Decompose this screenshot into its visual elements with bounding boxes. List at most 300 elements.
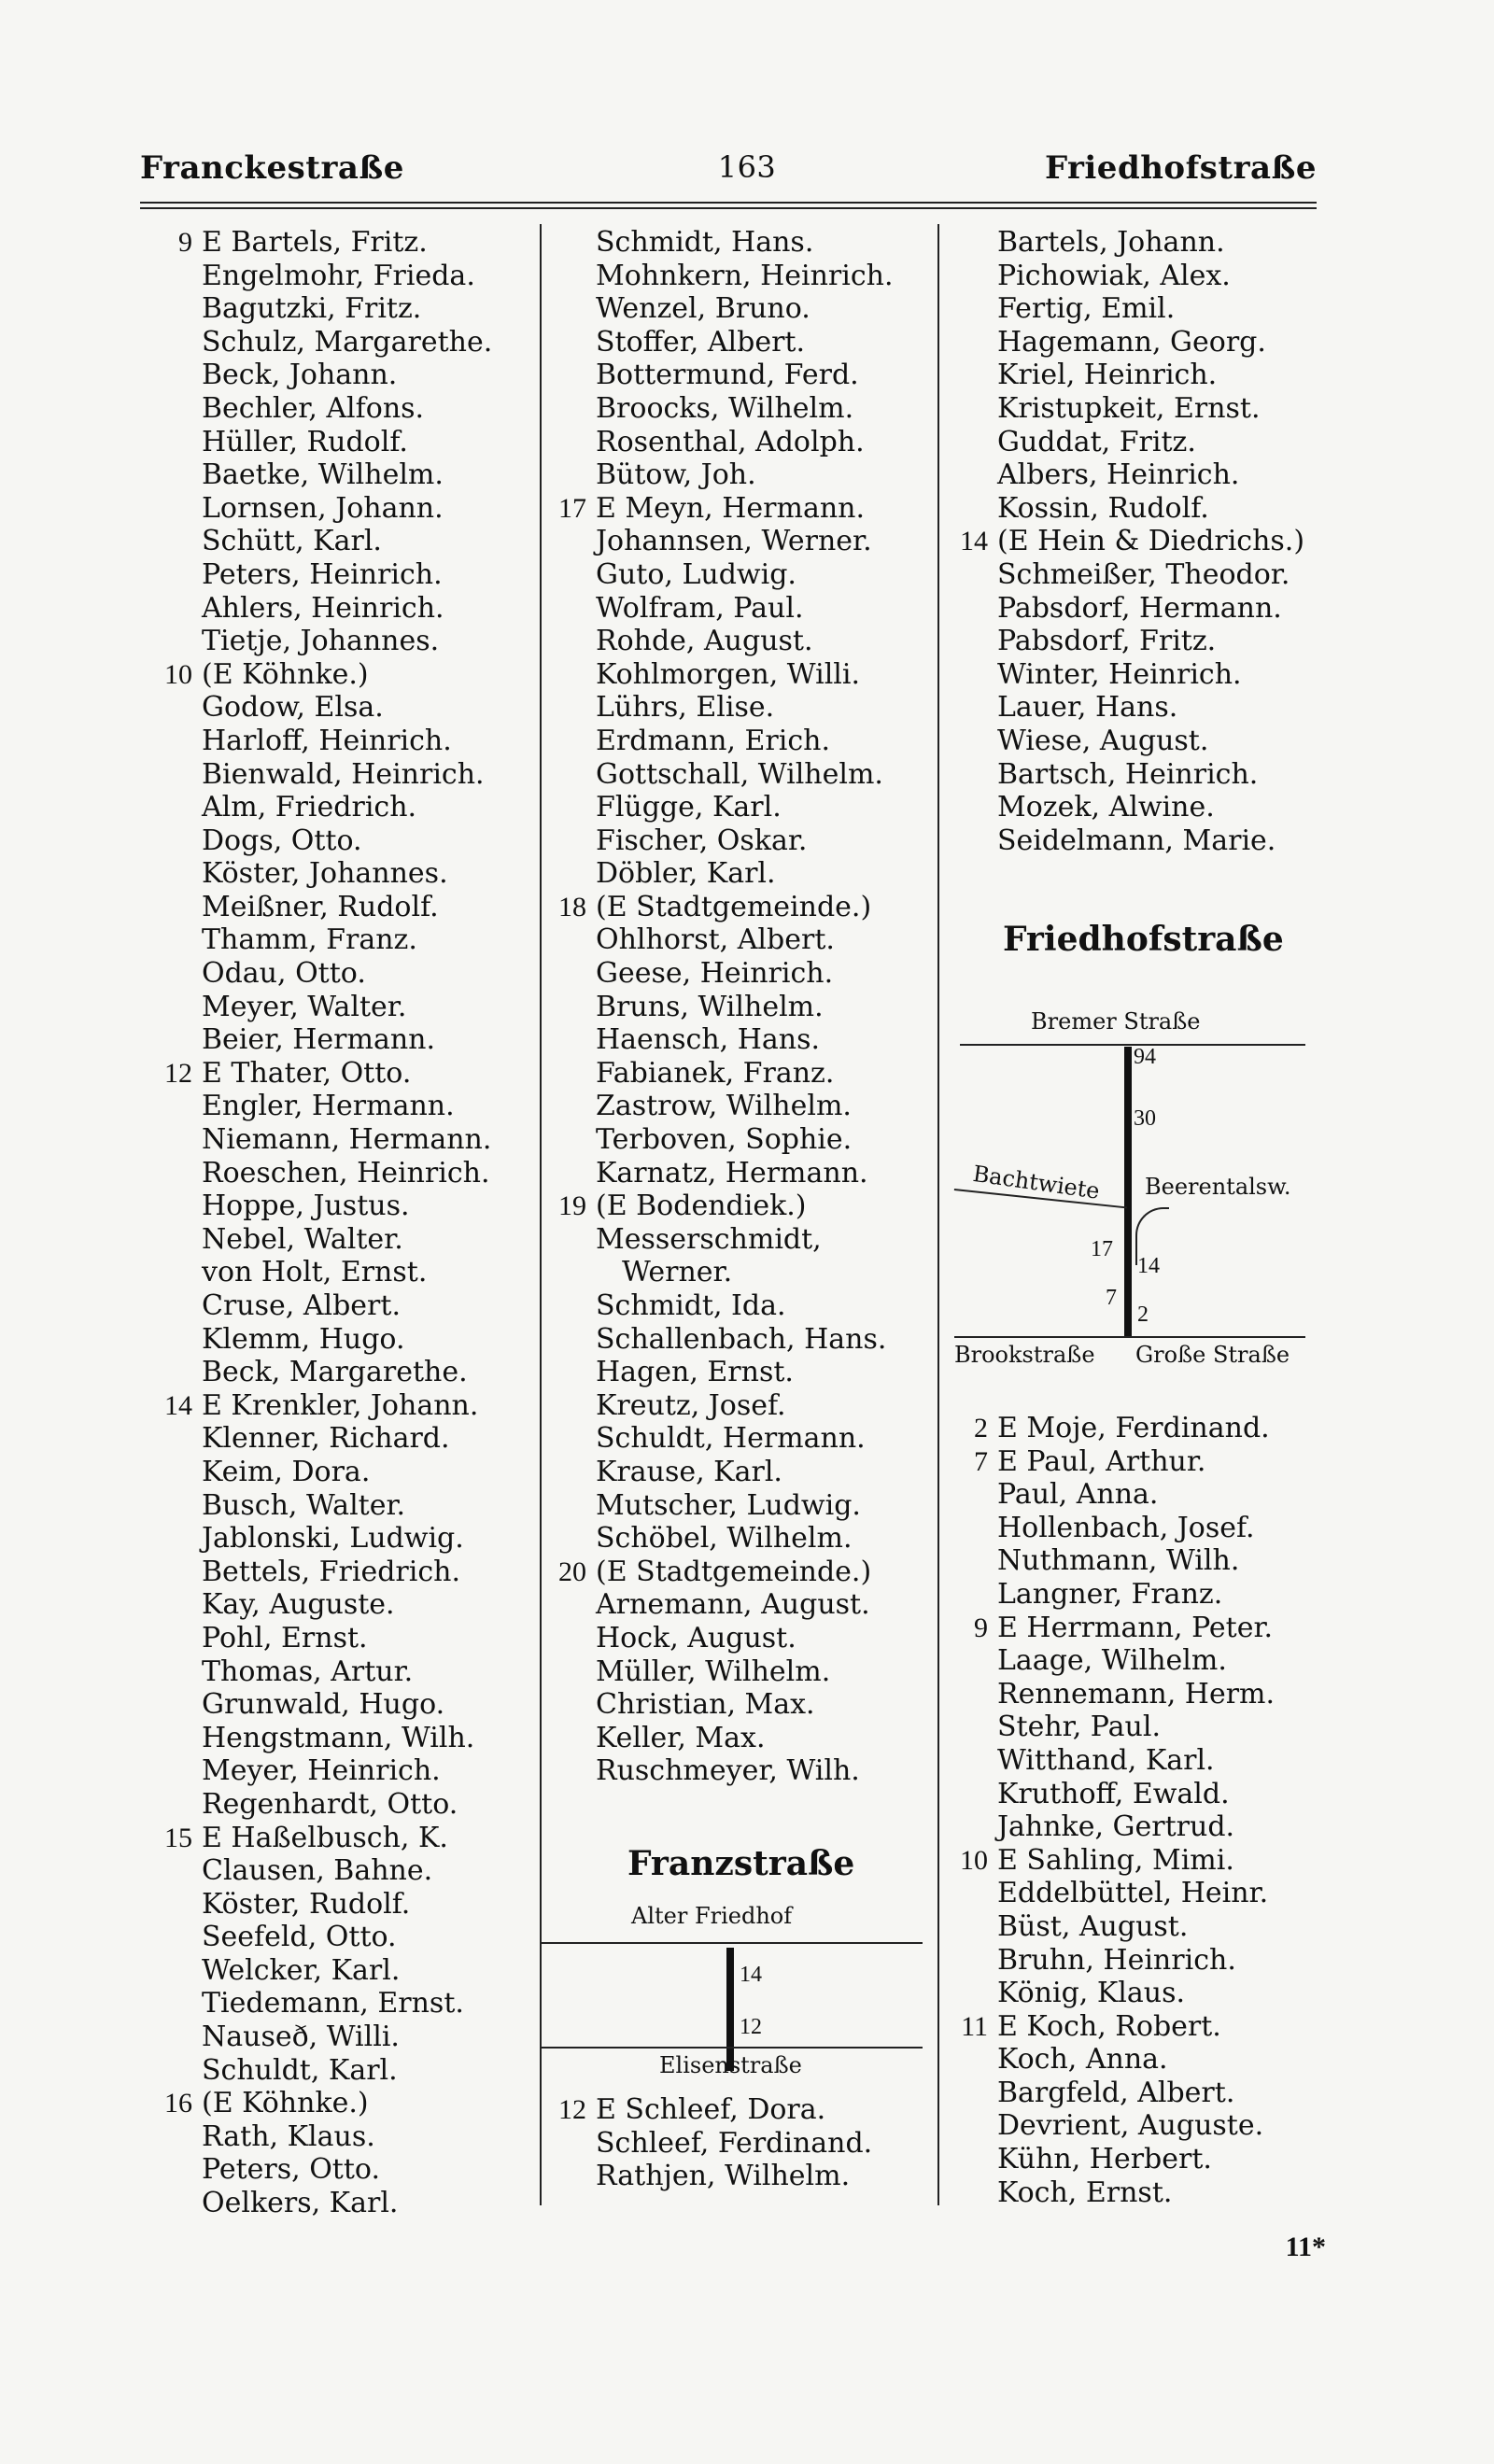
column-2-bottom xyxy=(558,2093,873,2193)
directory-entry xyxy=(202,991,492,1024)
resident-name: Schöbel, Wilhelm. xyxy=(596,1522,853,1556)
resident-name: Geese, Heinrich. xyxy=(596,957,834,991)
resident-name: Schütt, Karl. xyxy=(202,525,382,558)
directory-entry xyxy=(202,891,492,924)
directory-entry xyxy=(596,426,894,459)
resident-name: Lornsen, Johann. xyxy=(202,491,444,525)
house-number: 12 xyxy=(558,2094,586,2125)
directory-entry xyxy=(202,1190,492,1223)
resident-name: Beck, Johann. xyxy=(202,359,398,392)
resident-name: Peters, Heinrich. xyxy=(202,557,443,591)
directory-entry xyxy=(596,923,894,957)
house-number: 11 xyxy=(961,2010,988,2042)
resident-name: Pohl, Ernst. xyxy=(202,1621,368,1654)
directory-entry xyxy=(596,1223,894,1257)
resident-name: Tiedemann, Ernst. xyxy=(202,1987,464,2020)
directory-entry xyxy=(558,491,894,526)
directory-entry xyxy=(202,1754,492,1788)
directory-entry xyxy=(596,392,894,426)
directory-entry xyxy=(202,1888,492,1922)
directory-entry xyxy=(596,592,894,626)
directory-entry xyxy=(202,2120,492,2154)
directory-entry xyxy=(596,260,894,293)
directory-entry xyxy=(202,725,492,758)
resident-name: Flügge, Karl. xyxy=(596,791,782,824)
directory-entry xyxy=(596,1023,894,1057)
resident-name: Rohde, August. xyxy=(596,625,813,658)
directory-entry xyxy=(202,1522,492,1556)
directory-entry xyxy=(997,1744,1275,1778)
resident-name: Schuldt, Karl. xyxy=(202,2053,398,2087)
directory-entry xyxy=(596,292,894,326)
header-left-street: Franckestraße xyxy=(140,149,404,187)
resident-name: Bargfeld, Albert. xyxy=(997,2076,1235,2109)
resident-name: Ruschmeyer, Wilh. xyxy=(596,1754,860,1788)
directory-entry xyxy=(558,1190,894,1223)
resident-name: Ahlers, Heinrich. xyxy=(202,591,444,625)
directory-entry xyxy=(997,1578,1275,1612)
house-number: 9 xyxy=(178,227,192,258)
house-number: 12 xyxy=(164,1057,192,1089)
house-number: 19 xyxy=(558,1190,586,1222)
directory-entry xyxy=(997,2043,1275,2077)
directory-entry xyxy=(202,525,492,558)
directory-entry xyxy=(596,1323,894,1357)
resident-name: Krause, Karl. xyxy=(596,1455,782,1488)
resident-name: Hüller, Rudolf. xyxy=(202,425,408,458)
house-number: 20 xyxy=(558,1556,586,1587)
resident-name: E Moje, Ferdinand. xyxy=(997,1412,1270,1444)
resident-name: Jahnke, Gertrud. xyxy=(997,1810,1235,1844)
column-2 xyxy=(558,226,894,1788)
directory-entry xyxy=(202,923,492,957)
directory-entry xyxy=(596,458,894,492)
directory-entry xyxy=(202,326,492,359)
directory-entry xyxy=(202,625,492,658)
resident-name: Langner, Franz. xyxy=(997,1577,1223,1611)
directory-entry xyxy=(202,1023,492,1057)
directory-entry xyxy=(202,2020,492,2054)
directory-entry xyxy=(558,890,894,924)
resident-name: Schuldt, Hermann. xyxy=(596,1422,866,1456)
header-rule-top xyxy=(140,202,1317,204)
column-3-bottom xyxy=(960,1412,1276,2209)
resident-name: Ohlhorst, Albert. xyxy=(596,923,835,957)
directory-entry xyxy=(997,658,1304,692)
directory-entry xyxy=(596,525,894,558)
directory-entry xyxy=(997,2109,1275,2143)
directory-entry xyxy=(596,558,894,592)
signature-mark: 11* xyxy=(1285,2232,1326,2262)
resident-name: Nuthmann, Wilh. xyxy=(997,1544,1240,1578)
resident-name: (E Hein & Diedrichs.) xyxy=(997,525,1305,558)
house-number: 17 xyxy=(558,492,586,524)
resident-name: Terboven, Sophie. xyxy=(596,1123,853,1157)
directory-entry xyxy=(596,1289,894,1323)
resident-name: Niemann, Hermann. xyxy=(202,1123,492,1157)
directory-entry xyxy=(202,1722,492,1755)
resident-name: Wenzel, Bruno. xyxy=(596,292,810,326)
directory-entry xyxy=(202,1323,492,1357)
directory-entry xyxy=(596,1389,894,1423)
directory-entry xyxy=(974,1412,1275,1445)
directory-entry xyxy=(596,1655,894,1689)
directory-entry xyxy=(202,1954,492,1988)
resident-name: Meyer, Walter. xyxy=(202,990,407,1023)
directory-entry xyxy=(202,558,492,592)
resident-name: Klenner, Richard. xyxy=(202,1422,450,1456)
bachtwiete-label: Bachtwiete xyxy=(971,1161,1102,1204)
friedhof-house-2: 2 xyxy=(1137,1302,1149,1327)
directory-entry xyxy=(596,2127,872,2161)
friedhof-house-30: 30 xyxy=(1134,1106,1156,1131)
resident-name: Laage, Wilhelm. xyxy=(997,1644,1227,1678)
directory-entry xyxy=(961,2009,1275,2044)
resident-name: Rathjen, Wilhelm. xyxy=(596,2160,851,2193)
resident-name: Werner. xyxy=(622,1256,733,1289)
directory-entry xyxy=(596,1722,894,1755)
resident-name: Bienwald, Heinrich. xyxy=(202,757,485,791)
resident-name: Kriel, Heinrich. xyxy=(997,359,1218,392)
directory-entry xyxy=(997,2143,1275,2176)
resident-name: E Meyn, Hermann. xyxy=(596,491,866,525)
resident-name: Cruse, Albert. xyxy=(202,1289,401,1322)
directory-entry xyxy=(202,1223,492,1257)
resident-name: Engelmohr, Frieda. xyxy=(202,259,475,292)
resident-name: Erdmann, Erich. xyxy=(596,724,830,757)
directory-entry xyxy=(202,1356,492,1389)
directory-entry xyxy=(202,1921,492,1954)
resident-name: Keim, Dora. xyxy=(202,1455,371,1488)
house-number: 16 xyxy=(164,2088,192,2119)
resident-name: E Thater, Otto. xyxy=(202,1056,412,1090)
directory-entry xyxy=(596,758,894,792)
resident-name: Karnatz, Hermann. xyxy=(596,1156,868,1190)
resident-name: Stehr, Paul. xyxy=(997,1711,1161,1744)
directory-entry xyxy=(997,1711,1275,1744)
directory-entry xyxy=(596,857,894,891)
directory-entry xyxy=(997,1810,1275,1844)
directory-entry xyxy=(596,1522,894,1556)
resident-name: Lauer, Hans. xyxy=(997,691,1178,725)
resident-name: Koch, Ernst. xyxy=(997,2175,1173,2209)
friedhofstrasse-map xyxy=(937,1004,1330,1377)
resident-name: Zastrow, Wilhelm. xyxy=(596,1090,852,1123)
resident-name: Guddat, Fritz. xyxy=(997,425,1196,458)
resident-name: Eddelbüttel, Heinr. xyxy=(997,1877,1269,1910)
directory-entry xyxy=(997,292,1304,326)
directory-entry xyxy=(202,1289,492,1323)
directory-entry xyxy=(997,1544,1275,1578)
resident-name: E Paul, Arthur. xyxy=(997,1444,1206,1478)
directory-entry xyxy=(596,658,894,692)
directory-entry xyxy=(164,657,492,692)
directory-entry xyxy=(596,1456,894,1489)
resident-name: E Schleef, Dora. xyxy=(596,2093,826,2126)
directory-entry xyxy=(997,426,1304,459)
resident-name: Nebel, Walter. xyxy=(202,1222,403,1256)
resident-name: Keller, Max. xyxy=(596,1721,766,1754)
resident-name: Fischer, Oskar. xyxy=(596,824,808,857)
resident-name: Grunwald, Hugo. xyxy=(202,1688,445,1722)
resident-name: Fertig, Emil. xyxy=(997,292,1176,326)
resident-name: Kossin, Rudolf. xyxy=(997,491,1209,525)
directory-entry xyxy=(202,1123,492,1157)
directory-entry xyxy=(997,625,1304,658)
directory-entry xyxy=(596,957,894,991)
resident-name: Hagen, Ernst. xyxy=(596,1356,794,1389)
directory-entry xyxy=(997,492,1304,526)
directory-entry xyxy=(202,957,492,991)
resident-name: (E Bodendiek.) xyxy=(596,1190,807,1223)
resident-name: Mozek, Alwine. xyxy=(997,791,1215,824)
resident-name: Clausen, Bahne. xyxy=(202,1854,433,1888)
directory-entry xyxy=(596,359,894,392)
directory-entry xyxy=(596,791,894,824)
house-number: 7 xyxy=(974,1445,988,1477)
grosse-strasse-label: Große Straße xyxy=(1135,1342,1290,1368)
directory-entry xyxy=(202,1688,492,1722)
resident-name: Hagemann, Georg. xyxy=(997,325,1266,359)
directory-entry xyxy=(596,1754,894,1788)
resident-name: Wolfram, Paul. xyxy=(596,591,804,625)
directory-entry xyxy=(202,492,492,526)
resident-name: Müller, Wilhelm. xyxy=(596,1654,831,1688)
resident-name: Meißner, Rudolf. xyxy=(202,890,439,923)
resident-name: Kohlmorgen, Willi. xyxy=(596,657,861,691)
resident-name: Bartels, Johann. xyxy=(997,226,1225,259)
franzstrasse-map xyxy=(540,1895,937,2091)
resident-name: Alm, Friedrich. xyxy=(202,791,417,824)
directory-entry xyxy=(202,824,492,858)
directory-entry xyxy=(997,691,1304,725)
directory-entry xyxy=(596,1422,894,1456)
resident-name: Hollenbach, Josef. xyxy=(997,1511,1255,1544)
resident-name: Nauseð, Willi. xyxy=(202,2020,400,2054)
bremer-strasse-label: Bremer Straße xyxy=(1031,1008,1201,1035)
resident-name: Lührs, Elise. xyxy=(596,691,775,725)
beerentalsweg-label: Beerentalsw. xyxy=(1145,1174,1291,1200)
resident-name: Wiese, August. xyxy=(997,724,1209,757)
resident-name: Schallenbach, Hans. xyxy=(596,1322,887,1356)
directory-entry xyxy=(960,525,1305,558)
directory-entry xyxy=(997,592,1304,626)
resident-name: Pichowiak, Alex. xyxy=(997,259,1231,292)
bremer-strasse-line xyxy=(960,1044,1305,1046)
header-right-street: Friedhofstraße xyxy=(1044,149,1317,187)
friedhofstrasse-line xyxy=(1124,1047,1132,1338)
directory-entry xyxy=(596,2160,872,2193)
directory-entry xyxy=(997,1910,1275,1944)
resident-name: Bettels, Friedrich. xyxy=(202,1555,461,1588)
resident-name: Schmeißer, Theodor. xyxy=(997,557,1290,591)
directory-entry xyxy=(997,1877,1275,1910)
directory-entry xyxy=(997,1512,1275,1545)
directory-entry xyxy=(202,791,492,824)
resident-name: Roeschen, Heinrich. xyxy=(202,1156,490,1190)
friedhofstrasse-title: Friedhofstraße xyxy=(1003,920,1284,959)
resident-name: E Krenkler, Johann. xyxy=(202,1388,479,1422)
resident-name: Harloff, Heinrich. xyxy=(202,724,452,757)
resident-name: Kreutz, Josef. xyxy=(596,1388,786,1422)
resident-name: Albers, Heinrich. xyxy=(997,458,1240,492)
directory-entry xyxy=(164,1388,492,1423)
directory-entry xyxy=(596,1489,894,1523)
directory-entry xyxy=(164,1056,492,1091)
directory-entry xyxy=(596,625,894,658)
resident-name: Schulz, Margarethe. xyxy=(202,325,493,359)
house-number: 10 xyxy=(164,658,192,690)
resident-name: Busch, Walter. xyxy=(202,1488,406,1522)
resident-name: Baetke, Wilhelm. xyxy=(202,458,444,492)
directory-entry xyxy=(202,1090,492,1123)
resident-name: Schmidt, Hans. xyxy=(596,226,814,259)
directory-entry xyxy=(596,1090,894,1123)
directory-entry xyxy=(997,1944,1275,1978)
resident-name: Rosenthal, Adolph. xyxy=(596,425,865,458)
resident-name: Köster, Johannes. xyxy=(202,857,448,891)
directory-entry xyxy=(960,1843,1275,1878)
directory-entry xyxy=(202,1588,492,1622)
directory-entry xyxy=(997,359,1304,392)
resident-name: Stoffer, Albert. xyxy=(596,325,806,359)
resident-name: Büst, August. xyxy=(997,1909,1189,1943)
friedhof-house-94: 94 xyxy=(1134,1045,1156,1069)
resident-name: E Koch, Robert. xyxy=(997,2009,1221,2043)
resident-name: Bruns, Wilhelm. xyxy=(596,990,824,1023)
franz-bottom-street-line xyxy=(540,2047,923,2049)
resident-name: Arnemann, August. xyxy=(596,1588,870,1622)
franz-house-14: 14 xyxy=(740,1963,762,1987)
resident-name: Fabianek, Franz. xyxy=(596,1056,835,1090)
house-number: 18 xyxy=(558,891,586,922)
house-number: 15 xyxy=(164,1822,192,1853)
resident-name: Seidelmann, Marie. xyxy=(997,824,1276,857)
directory-entry xyxy=(202,1489,492,1523)
directory-entry xyxy=(202,2153,492,2187)
page-number: 163 xyxy=(717,149,777,185)
column-3-top xyxy=(960,226,1305,857)
directory-entry xyxy=(178,226,492,260)
directory-entry xyxy=(596,1157,894,1190)
directory-entry xyxy=(596,725,894,758)
resident-name: Devrient, Auguste. xyxy=(997,2109,1264,2143)
directory-entry xyxy=(202,359,492,392)
directory-entry xyxy=(997,1778,1275,1811)
resident-name: Beier, Hermann. xyxy=(202,1023,436,1057)
resident-name: E Sahling, Mimi. xyxy=(997,1843,1234,1877)
directory-entry xyxy=(596,226,894,260)
resident-name: E Herrmann, Peter. xyxy=(997,1611,1274,1644)
resident-name: Engler, Hermann. xyxy=(202,1090,455,1123)
friedhof-house-7: 7 xyxy=(1106,1286,1117,1310)
resident-name: Jablonski, Ludwig. xyxy=(202,1522,464,1556)
directory-entry xyxy=(997,1678,1275,1711)
resident-name: Dogs, Otto. xyxy=(202,824,362,857)
directory-entry xyxy=(997,558,1304,592)
directory-entry xyxy=(202,857,492,891)
resident-name: E Bartels, Fritz. xyxy=(202,226,428,259)
resident-name: Oelkers, Karl. xyxy=(202,2187,399,2220)
directory-entry xyxy=(202,392,492,426)
franz-top-street-line xyxy=(540,1942,923,1944)
directory-entry xyxy=(997,1977,1275,2010)
resident-name: Christian, Max. xyxy=(596,1688,815,1722)
resident-name: Hoppe, Justus. xyxy=(202,1190,410,1223)
directory-entry xyxy=(997,725,1304,758)
resident-name: Guto, Ludwig. xyxy=(596,557,796,591)
directory-entry xyxy=(997,226,1304,260)
brook-grosse-strasse-line xyxy=(954,1336,1305,1338)
resident-name: (E Köhnke.) xyxy=(202,657,369,691)
resident-name: Thomas, Artur. xyxy=(202,1654,414,1688)
directory-entry xyxy=(202,1422,492,1456)
directory-entry xyxy=(997,758,1304,792)
resident-name: Gottschall, Wilhelm. xyxy=(596,757,883,791)
resident-name: Pabsdorf, Fritz. xyxy=(997,625,1217,658)
resident-name: Welcker, Karl. xyxy=(202,1953,401,1987)
directory-entry xyxy=(202,2187,492,2220)
franz-alter-friedhof-label: Alter Friedhof xyxy=(631,1903,793,1929)
directory-entry xyxy=(596,1256,894,1289)
franz-elisenstrasse-label: Elisenstraße xyxy=(659,2052,802,2078)
directory-entry xyxy=(596,1123,894,1157)
resident-name: (E Köhnke.) xyxy=(202,2087,369,2120)
house-number: 2 xyxy=(974,1413,988,1443)
directory-entry xyxy=(164,1821,492,1855)
resident-name: Seefeld, Otto. xyxy=(202,1921,397,1954)
directory-entry xyxy=(202,458,492,492)
directory-entry xyxy=(997,392,1304,426)
directory-entry xyxy=(974,1611,1275,1645)
friedhof-house-14: 14 xyxy=(1137,1254,1160,1278)
resident-name: Messerschmidt, xyxy=(596,1222,822,1256)
house-number: 9 xyxy=(974,1612,988,1643)
resident-name: Bagutzki, Fritz. xyxy=(202,292,422,326)
directory-entry xyxy=(997,326,1304,359)
directory-entry xyxy=(202,1622,492,1655)
resident-name: Johannsen, Werner. xyxy=(596,525,872,558)
resident-name: Regenhardt, Otto. xyxy=(202,1787,458,1821)
house-number: 14 xyxy=(164,1389,192,1421)
resident-name: Bechler, Alfons. xyxy=(202,391,425,425)
directory-entry xyxy=(558,2093,872,2127)
directory-entry xyxy=(202,1854,492,1888)
resident-name: Rath, Klaus. xyxy=(202,2119,375,2153)
resident-name: Pabsdorf, Hermann. xyxy=(997,591,1282,625)
resident-name: Godow, Elsa. xyxy=(202,691,384,725)
directory-entry xyxy=(997,791,1304,824)
resident-name: (E Stadtgemeinde.) xyxy=(596,890,872,923)
directory-entry xyxy=(202,1987,492,2020)
resident-name: Paul, Anna. xyxy=(997,1478,1159,1512)
franzstrasse-title: Franzstraße xyxy=(627,1844,855,1883)
resident-name: Bütow, Joh. xyxy=(596,458,756,492)
directory-entry xyxy=(202,1788,492,1822)
directory-entry xyxy=(202,426,492,459)
directory-entry xyxy=(164,2087,492,2120)
resident-name: Kristupkeit, Ernst. xyxy=(997,391,1261,425)
resident-name: Mutscher, Ludwig. xyxy=(596,1488,861,1522)
directory-entry xyxy=(202,1157,492,1190)
directory-entry xyxy=(202,1655,492,1689)
directory-entry xyxy=(596,1588,894,1622)
directory-entry xyxy=(596,991,894,1024)
directory-entry xyxy=(997,458,1304,492)
directory-entry xyxy=(202,1556,492,1589)
resident-name: Bruhn, Heinrich. xyxy=(997,1943,1236,1977)
resident-name: Beck, Margarethe. xyxy=(202,1356,468,1389)
